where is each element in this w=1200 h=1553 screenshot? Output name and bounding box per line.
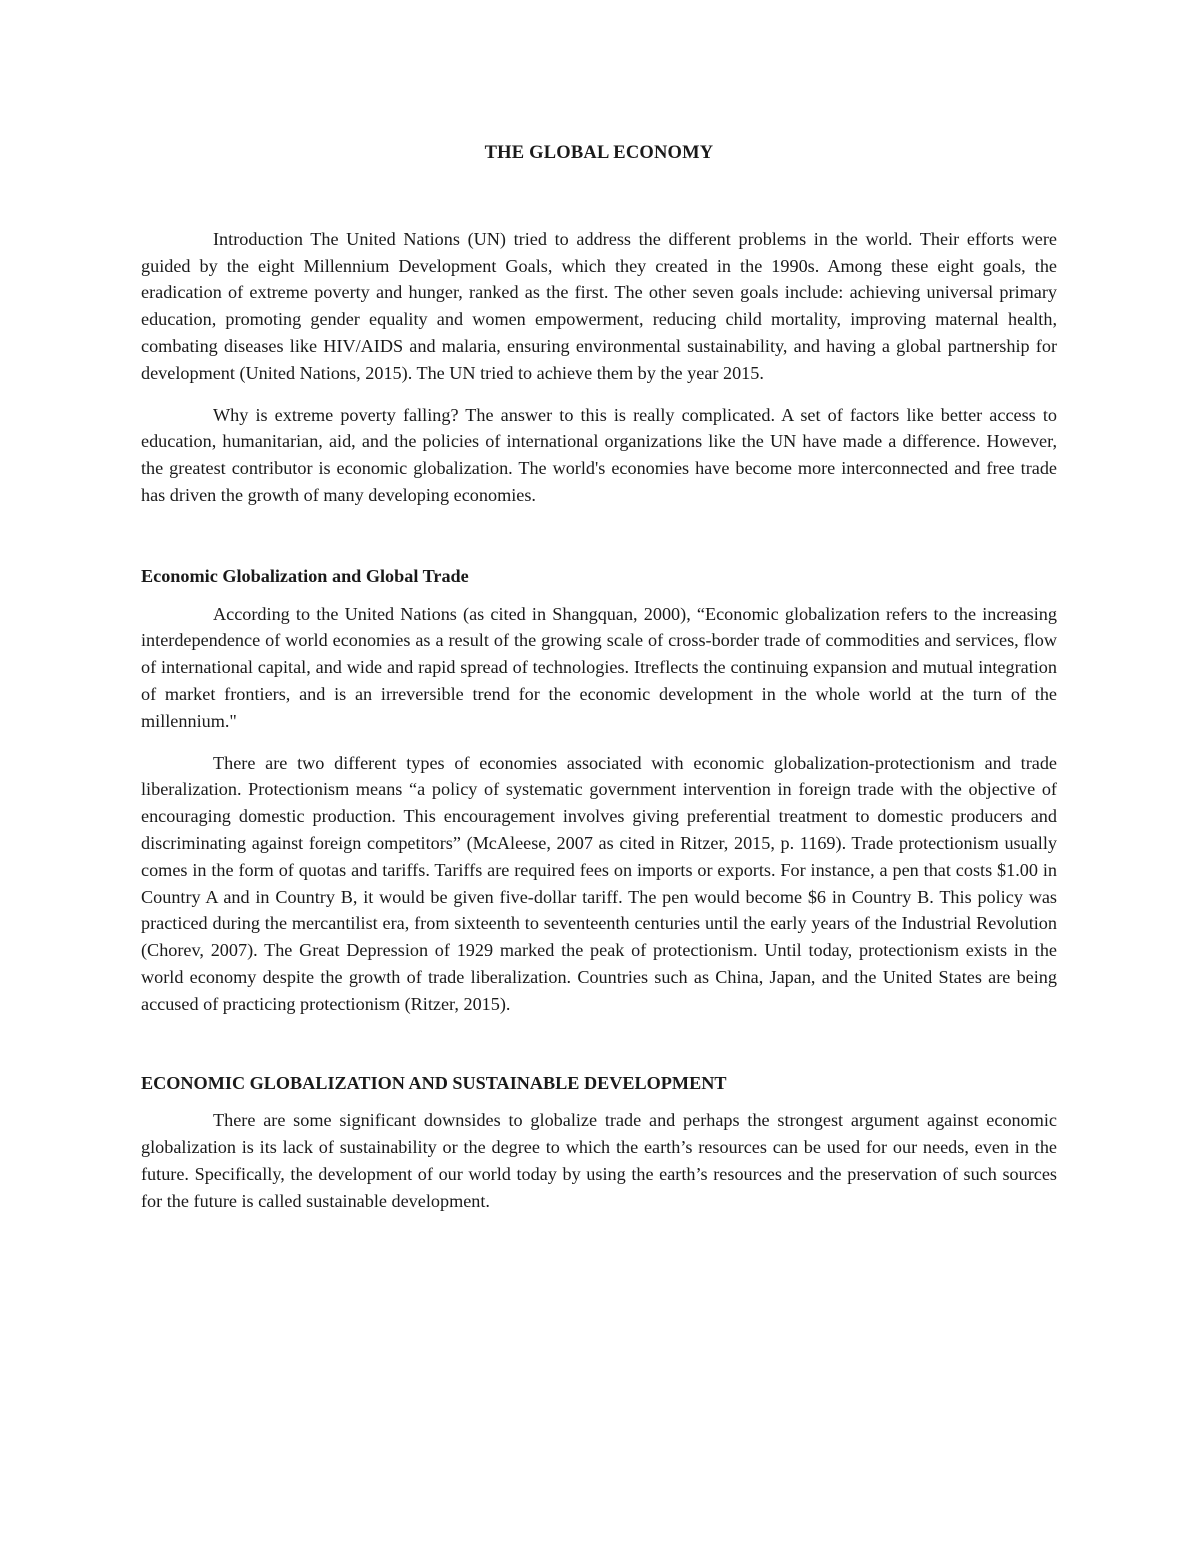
intro-paragraph-1: Introduction The United Nations (UN) tried to address the different problems in the world. Their efforts were guided by the eight Millennium Development Goals, which they created in the 1990s. Among these eight goals, the eradication of extreme poverty and hunger, ranked as the first. The other seven goals include: achieving universal primary education, promoting gender equality and women empowerment, reducing child mortality, improving maternal health, combating diseases like HIV/AIDS and malaria, ensuring environmental sustainability, and having a global partnership for development (United Nations, 2015). The UN tried to achieve them by the year 2015. xyxy=(141,228,1057,383)
section-heading-global-trade: Economic Globalization and Global Trade xyxy=(141,565,469,586)
document-title: THE GLOBAL ECONOMY xyxy=(484,143,714,163)
sustainable-development-paragraph-1: There are some significant downsides to globalize trade and perhaps the strongest argument against economic globalization is its lack of sustainability or the degree to which the earth’s resources can be used for our needs, even in the future. Specifically, the development of our world today by using the earth’s resources and the preservation of such sources for the future is called sustainable development. xyxy=(141,1110,1057,1211)
section-heading-sustainable-development: ECONOMIC GLOBALIZATION AND SUSTAINABLE DEVELOPMENT xyxy=(141,1072,727,1093)
document-page xyxy=(141,140,1057,1215)
global-trade-paragraph-2: There are two different types of economies associated with economic globalization-protectionism and trade liberalization. Protectionism means “a policy of systematic government intervention in foreign trade with the objective of encouraging domestic production. This encouragement involves giving preferential treatment to domestic producers and discriminating against foreign competitors” (McAleese, 2007 as cited in Ritzer, 2015, p. 1169). Trade protectionism usually comes in the form of quotas and tariffs. Tariffs are required fees on imports or exports. For instance, a pen that costs $1.00 in Country A and in Country B, it would be given five-dollar tariff. The pen would become $6 in Country B. This policy was practiced during the mercantilist era, from sixteenth to seventeenth centuries until the early years of the Industrial Revolution (Chorev, 2007). The Great Depression of 1929 marked the peak of protectionism. Until today, protectionism exists in the world economy despite the growth of trade liberalization. Countries such as China, Japan, and the United States are being accused of practicing protectionism (Ritzer, 2015). xyxy=(141,752,1057,1014)
global-trade-paragraph-1: According to the United Nations (as cited in Shangquan, 2000), “Economic globalization refers to the increasing interdependence of world economies as a result of the growing scale of cross-border trade of commodities and services, flow of international capital, and wide and rapid spread of technologies. Itreflects the continuing expansion and mutual integration of market frontiers, and is an irreversible trend for the economic development in the whole world at the turn of the millennium." xyxy=(141,603,1057,731)
intro-paragraph-2: Why is extreme poverty falling? The answer to this is really complicated. A set of factors like better access to education, humanitarian, aid, and the policies of international organizations like the UN have made a difference. However, the greatest contributor is economic globalization. The world's economies have become more interconnected and free trade has driven the growth of many developing economies. xyxy=(141,404,1057,505)
